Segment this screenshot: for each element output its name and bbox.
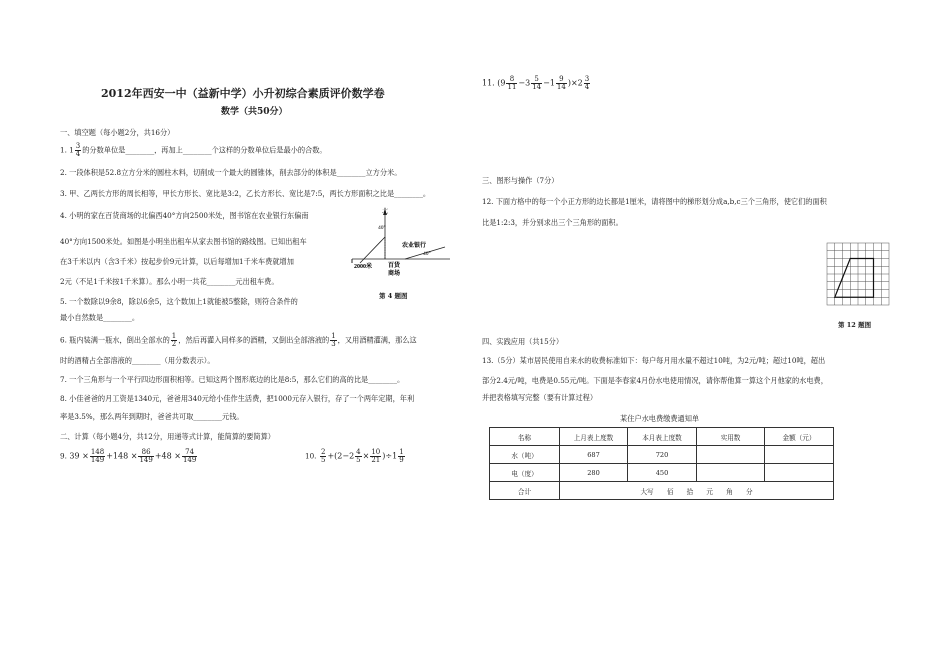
- q10-f1-n: 2: [320, 448, 326, 456]
- q10-frac-3: [370, 449, 381, 464]
- angle-label-2: 40°: [423, 251, 431, 257]
- row-water-last: 687: [560, 446, 628, 464]
- q11-term-3: −1: [543, 78, 555, 88]
- figure-4-route-map: [350, 207, 465, 302]
- bank-label: 农业银行: [402, 243, 427, 249]
- question-3: 3. 甲、乙两长方形的周长相等，甲长方形长、宽比是3:2，乙长方形长、宽比是7:5，两长方形面积之比是________。: [60, 189, 431, 198]
- question-8-line1: 8. 小佳爸爸的月工资是1340元，爸爸用340元给小佳作生活费，把1000元存入银行，存了一个两年定期，年利: [60, 394, 415, 403]
- question-7: 7. 一个三角形与一个平行四边形面积相等。已知这两个图形底边的比是8:5，那么它们的高的比是________。: [60, 375, 405, 384]
- question-13-line1: 13.（5分）某市居民使用自来水的收费标准如下：每户每月用水量不超过10吨，为2元/吨；超过10吨，超出: [482, 356, 826, 365]
- q1-frac-numerator: 3: [75, 142, 81, 150]
- q6-f1-numerator: 1: [171, 332, 177, 340]
- question-6-line2: 时的酒精占全部溶液的________（用分数表示）。: [60, 356, 215, 365]
- q9-f3-n: 74: [182, 449, 197, 457]
- q6-f1-denominator: 2: [171, 340, 177, 348]
- q11-f4-d: 4: [584, 83, 590, 91]
- q10-f1-d: 5: [320, 456, 326, 464]
- figure-12-grid: [826, 242, 890, 306]
- q11-frac-4: [584, 76, 590, 91]
- row-water-used[interactable]: [697, 446, 765, 464]
- q10-f4-n: 1: [399, 448, 404, 456]
- q9-frac-3: [182, 449, 197, 464]
- q9-f2-d: 149: [139, 456, 153, 464]
- question-13-line2: 部分2.4元/吨，电费是0.55元/吨。下面是李春家4月份水电使用情况，请你帮他算一算这个月他家的水电费，: [482, 376, 828, 385]
- q10-term-2: +(2−2: [327, 451, 355, 461]
- q9-term-1: 39 ×: [69, 451, 89, 461]
- q6-f2-numerator: 1: [331, 332, 336, 340]
- grid-lines: [827, 243, 889, 305]
- question-13-line3: 并把表格填写完整（要有计算过程）: [482, 393, 598, 402]
- question-5-line1: 5. 一个数除以9余8，除以6余5，这个数加上1就能被5整除，则符合条件的: [60, 297, 298, 306]
- q11-f3-d: 14: [556, 83, 566, 91]
- q11-frac-2: [531, 76, 542, 91]
- section-calc: 二、计算（每小题4分，共12分，用递等式计算，能简算的要简算）: [60, 432, 275, 441]
- store-label-2: 商场: [388, 271, 401, 277]
- q11-f1-d: 11: [507, 83, 517, 91]
- q11-f2-d: 14: [532, 83, 542, 91]
- total-label: 合计: [490, 482, 560, 500]
- row-electric-name: 电（度）: [490, 464, 560, 482]
- q11-frac-1: [506, 76, 517, 91]
- q9-f1-n: 148: [90, 448, 105, 456]
- row-water-amount[interactable]: [765, 446, 834, 464]
- q9-f2-n: 86: [138, 449, 153, 457]
- q11-term-2: −3: [518, 78, 531, 88]
- question-8-line2: 率是3.5%，那么两年到期时，爸爸共可取________元钱。: [60, 412, 244, 421]
- q10-frac-1: [320, 449, 326, 464]
- q10-frac-4: [398, 449, 404, 464]
- q1-frac-denominator: 4: [75, 150, 81, 158]
- bill-table: [489, 427, 834, 500]
- header-amount: 金额（元）: [765, 428, 834, 446]
- question-1: [60, 143, 327, 158]
- q11-term-1: 11. (9: [482, 78, 506, 88]
- q11-f3-n: 9: [556, 76, 567, 84]
- question-4-line4: 2元（不足1千米按1千米算）。那么小明一共花________元出租车费。: [60, 277, 279, 286]
- q6-text-c: ，又用酒精灌满，那么这: [337, 335, 417, 345]
- question-5-line2: 最小自然数是________。: [60, 313, 140, 322]
- total-amount-words[interactable]: 大写 佰 拾 元 角 分: [560, 482, 834, 500]
- north-label: 北: [382, 209, 389, 215]
- q1-num: 1. 1: [60, 145, 74, 155]
- q11-frac-3: [556, 76, 567, 91]
- q9-f3-d: 149: [182, 456, 197, 464]
- header-name: 名称: [490, 428, 560, 446]
- row-water-name: 水（吨）: [490, 446, 560, 464]
- question-12-line1: 12. 下面方格中的每一个小正方形的边长都是1厘米，请将图中的梯形划分成a,b,c三个三角形，使它们的面积: [482, 197, 827, 206]
- row-electric-amount[interactable]: [765, 464, 834, 482]
- q9-term-2: +148 ×: [106, 451, 138, 461]
- q10-term-3: )÷1: [382, 451, 398, 461]
- q10-f3-n: 10: [371, 448, 381, 456]
- figure-12-caption: 第 12 题图: [838, 321, 872, 329]
- page-subtitle: 数学（共50分）: [221, 107, 288, 117]
- section-fill-blank: 一、填空题（每小题2分，共16分）: [60, 128, 175, 137]
- row-electric-this: 450: [628, 464, 697, 482]
- bill-table-header-row: [490, 428, 834, 446]
- section-practice: 四、实践应用（共15分）: [482, 337, 564, 346]
- question-11: [482, 76, 591, 91]
- q6-f2-denominator: 3: [331, 340, 336, 348]
- q11-f2-n: 5: [531, 76, 542, 84]
- q11-term-4: )×2: [567, 78, 583, 88]
- q1-fraction: [75, 143, 81, 158]
- store-label-1: 百货: [388, 263, 401, 269]
- q11-f1-n: 8: [506, 76, 517, 84]
- q1-text: 的分数单位是________，再加上________个这样的分数单位后是最小的合数。: [82, 145, 327, 155]
- q10-frac-2: [355, 449, 361, 464]
- q6-text-a: 6. 瓶内装满一瓶水，倒出全部水的: [60, 335, 170, 345]
- header-this-reading: 本月表上度数: [628, 428, 697, 446]
- bill-table-title: 某住户水电费缴费通知单: [620, 414, 700, 423]
- q6-fraction-2: [330, 333, 336, 348]
- q11-f4-n: 3: [584, 75, 590, 83]
- q10-f2-d: 5: [356, 456, 361, 464]
- row-electric-used[interactable]: [697, 464, 765, 482]
- question-4-line1: 4. 小明的家在百货商场的北偏西40°方向2500米处，图书馆在农业银行东偏南: [60, 211, 309, 220]
- table-row: [490, 446, 834, 464]
- figure-4-caption: 第 4 题图: [379, 292, 408, 300]
- q10-f3-d: 21: [371, 456, 381, 464]
- question-4-line2: 40°方向1500米处。如图是小明坐出租车从家去图书馆的路线图。已知出租车: [60, 237, 307, 246]
- row-electric-last: 280: [560, 464, 628, 482]
- trapezoid-shape: [835, 259, 874, 298]
- header-used: 实用数: [697, 428, 765, 446]
- q9-f1-d: 149: [90, 456, 105, 464]
- page-title: 2012年西安一中（益新中学）小升初综合素质评价数学卷: [101, 87, 385, 100]
- question-9: [60, 449, 198, 464]
- question-12-line2: 比是1:2:3，并分别求出三个三角形的面积。: [482, 218, 623, 227]
- q10-f4-d: 9: [399, 456, 404, 464]
- angle-label-1: 40°: [378, 225, 386, 231]
- q10-num: 10.: [305, 451, 317, 461]
- q6-text-b: ，然后再灌入同样多的酒精，又倒出全部溶液的: [178, 335, 330, 345]
- q9-frac-2: [138, 449, 153, 464]
- q6-fraction-1: [171, 333, 177, 348]
- header-last-reading: 上月表上度数: [560, 428, 628, 446]
- question-6: [60, 333, 417, 348]
- q9-num: 9.: [60, 451, 67, 461]
- q9-term-3: +48 ×: [154, 451, 181, 461]
- section-geometry: 三、图形与操作（7分）: [482, 176, 559, 185]
- distance-label: 2000米: [354, 264, 373, 270]
- question-10: 10. $\frac{2}{5}$ +(2−2 $\frac{4}{5}$ × $\frac{10}{21}$ )÷1 $\frac{1}{9}$: [305, 448, 404, 464]
- q9-frac-1: [90, 449, 105, 464]
- row-water-this: 720: [628, 446, 697, 464]
- table-row: [490, 464, 834, 482]
- question-4-line3: 在3千米以内（含3千米）按起步价9元计算，以后每增加1千米车费就增加: [60, 257, 294, 266]
- table-row-total: [490, 482, 834, 500]
- question-2: 2. 一段体积是52.8立方分米的圆柱木料，切削成一个最大的圆锥体，削去部分的体积是________立方分米。: [60, 168, 402, 177]
- q10-f2-n: 4: [356, 448, 361, 456]
